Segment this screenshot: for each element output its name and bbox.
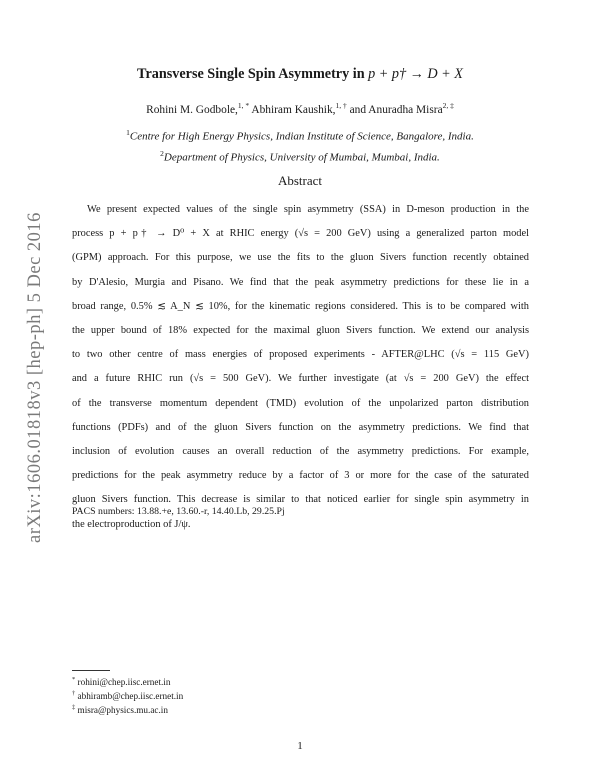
abstract-body bbox=[72, 198, 529, 537]
footnote-divider bbox=[72, 670, 110, 671]
author-name: and Anuradha Misra bbox=[349, 103, 443, 116]
arxiv-identifier-text: arXiv:1606.01818v3 [hep-ph] 5 Dec 2016 bbox=[24, 212, 45, 543]
affiliation bbox=[60, 128, 540, 143]
page-number: 1 bbox=[297, 740, 303, 752]
abstract-line: functions (PDFs) and of the gluon Sivers function on the asymmetry predictions. We find that bbox=[72, 421, 529, 433]
author-name: Rohini M. Godbole, bbox=[146, 103, 238, 116]
footnote-mark: † bbox=[72, 690, 76, 697]
abstract-line: of the transverse momentum dependent (TMD) evolution of the unpolarized parton distribution bbox=[72, 397, 529, 409]
abstract-line: (GPM) approach. For this purpose, we use the fits to the gluon Sivers function recently obtained bbox=[72, 252, 529, 264]
abstract-line: and a future RHIC run (√s = 500 GeV). We further investigate (at √s = 200 GeV) the effect bbox=[72, 373, 529, 385]
author-mark: 1, * bbox=[237, 101, 250, 110]
footnote-mark: * bbox=[72, 676, 76, 683]
title-math: p + p† → D + X bbox=[368, 66, 463, 82]
abstract-line: predictions for the peak asymmetry reduce by a factor of 3 or more for the case of the saturated bbox=[72, 470, 529, 482]
abstract-line: by D'Alesio, Murgia and Pisano. We find that the peak asymmetry predictions for these lie in a bbox=[72, 276, 529, 288]
abstract-line: inclusion of evolution causes an overall reduction of the asymmetry predictions. For example, bbox=[72, 446, 529, 458]
affiliation-text: Department of Physics, University of Mumbai, Mumbai, India. bbox=[163, 151, 440, 164]
abstract-line: process p + p† → D⁰ + X at RHIC energy (√s = 200 GeV) using a generalized parton model bbox=[72, 228, 529, 240]
affiliation bbox=[60, 149, 540, 164]
footnote bbox=[72, 704, 168, 715]
footnote-email[interactable]: abhiramb@chep.iisc.ernet.in bbox=[77, 691, 184, 702]
footnote-email[interactable]: rohini@chep.iisc.ernet.in bbox=[77, 677, 171, 688]
affiliation-text: Centre for High Energy Physics, Indian Institute of Science, Bangalore, India. bbox=[129, 130, 474, 143]
footnote-mark: ‡ bbox=[72, 704, 76, 711]
abstract-heading: Abstract bbox=[277, 173, 323, 188]
pacs-numbers: PACS numbers: 13.88.+e, 13.60.-r, 14.40.Lb, 29.25.Pj bbox=[72, 506, 285, 517]
author-name: Abhiram Kaushik, bbox=[251, 103, 336, 116]
abstract-line: the upper bound of 18% expected for the maximal gluon Sivers function. We extend our analysis bbox=[72, 325, 529, 337]
author-mark: 2, ‡ bbox=[442, 101, 454, 110]
footnote bbox=[72, 690, 183, 701]
footnote-email[interactable]: misra@physics.mu.ac.in bbox=[77, 705, 168, 716]
affiliation-mark: 2 bbox=[160, 149, 164, 158]
arxiv-identifier-stamp bbox=[16, 205, 54, 550]
author-mark: 1, † bbox=[335, 101, 347, 110]
abstract-line: We present expected values of the single spin asymmetry (SSA) in D-meson production in the bbox=[87, 204, 529, 215]
abstract-line: broad range, 0.5% ≲ A_N ≲ 10%, for the kinematic regions considered. This is to be compared with bbox=[72, 300, 529, 312]
footnote bbox=[72, 676, 170, 687]
title-text: Transverse Single Spin Asymmetry in bbox=[137, 66, 369, 82]
abstract-line: to two other centre of mass energies of proposed experiments - AFTER@LHC (√s = 115 GeV) bbox=[72, 349, 529, 361]
abstract-line: gluon Sivers function. This decrease is similar to that noticed earlier for single spin asymmetry in bbox=[72, 494, 529, 506]
paper-title bbox=[60, 66, 540, 83]
author-list bbox=[60, 101, 540, 116]
abstract-line: the electroproduction of J/ψ. bbox=[72, 518, 191, 530]
affiliation-mark: 1 bbox=[126, 128, 130, 137]
